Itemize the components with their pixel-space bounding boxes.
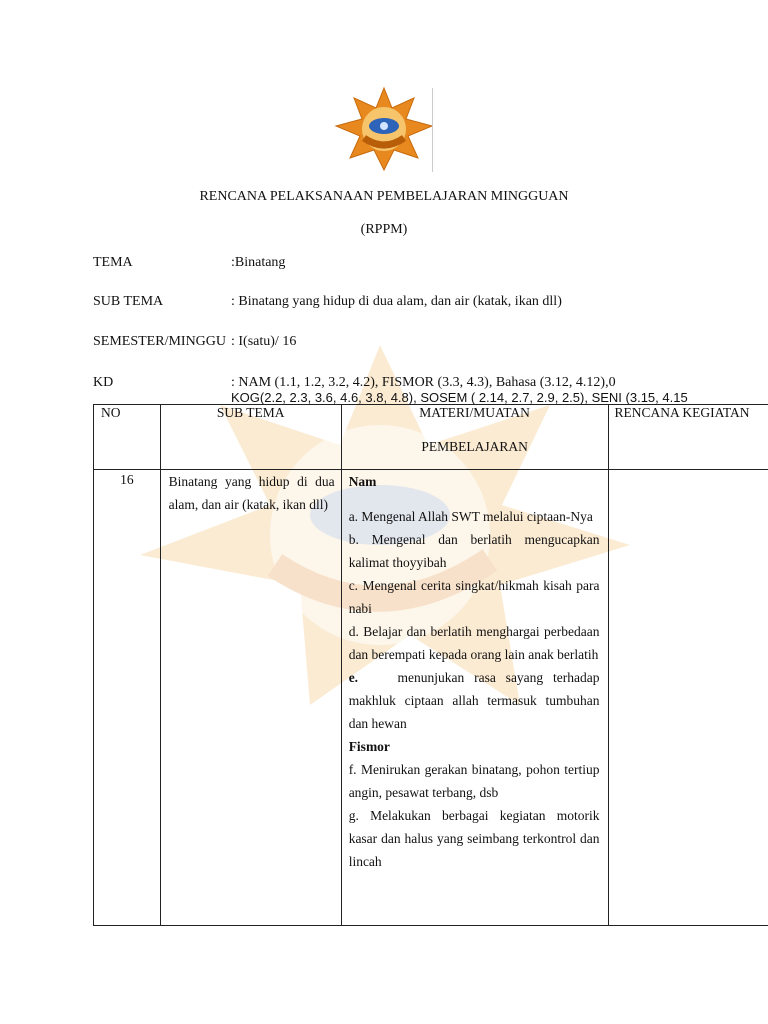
header-sub-tema xyxy=(160,405,341,470)
header-rencana xyxy=(608,405,768,470)
row-rencana xyxy=(608,470,768,926)
header-sub-tema-label: SUB TEMA xyxy=(216,405,285,420)
tema-value: :Binatang xyxy=(231,255,286,270)
materi-item-d: d. Belajar dan berlatih menghargai perbedaan dan berempati kepada orang lain anak berlatih xyxy=(348,624,600,662)
subtema-value: : Binatang yang hidup di dua alam, dan air (katak, ikan dll) xyxy=(231,294,562,309)
tema-label: TEMA xyxy=(93,255,133,270)
semester-value: : I(satu)/ 16 xyxy=(231,334,297,349)
kd-value-line-1: : NAM (1.1, 1.2, 3.2, 4.2), FISMOR (3.3, 4.3), Bahasa (3.12, 4.12),0 xyxy=(231,375,616,390)
materi-item-a: a. Mengenal Allah SWT melalui ciptaan-Nya xyxy=(348,509,593,524)
document-subtitle: (RPPM) xyxy=(360,222,408,237)
logo-divider xyxy=(432,88,433,172)
row-no-value: 16 xyxy=(120,472,134,487)
materi-item-b: b. Mengenal dan berlatih mengucapkan kalimat thoyyibah xyxy=(348,532,600,570)
materi-item-e-label: e. xyxy=(348,670,359,685)
subtema-label: SUB TEMA xyxy=(93,294,164,309)
materi-item-g: g. Melakukan berbagai kegiatan motorik kasar dan halus yang seimbang terkontrol dan lincah xyxy=(348,808,600,869)
row-sub-tema-value: Binatang yang hidup di dua alam, dan air (katak, ikan dll) xyxy=(168,474,335,512)
heading-nam: Nam xyxy=(348,474,377,489)
materi-item-f: f. Menirukan gerakan binatang, pohon tertiup angin, pesawat terbang, dsb xyxy=(348,762,600,800)
header-no-label: NO xyxy=(101,405,121,420)
document-title: RENCANA PELAKSANAAN PEMBELAJARAN MINGGUAN xyxy=(199,189,569,204)
table-row xyxy=(94,470,768,926)
header-no xyxy=(94,405,161,470)
header-materi-line-2: PEMBELAJARAN xyxy=(421,439,528,454)
row-no xyxy=(94,470,161,926)
materi-item-e: menunjukan rasa sayang terhadap makhluk ciptaan allah termasuk tumbuhan dan hewan xyxy=(348,670,600,731)
rppm-table xyxy=(93,404,768,926)
materi-item-c: c. Mengenal cerita singkat/hikmah kisah para nabi xyxy=(348,578,600,616)
heading-fismor: Fismor xyxy=(348,739,390,754)
header-rencana-label: RENCANA KEGIATAN xyxy=(614,405,750,420)
header-materi-line-1: MATERI/MUATAN xyxy=(419,405,530,420)
school-logo xyxy=(332,86,436,172)
row-sub-tema xyxy=(160,470,341,926)
kd-label: KD xyxy=(93,375,114,390)
table-header-row xyxy=(94,405,768,470)
row-materi xyxy=(341,470,608,926)
header-materi xyxy=(341,405,608,470)
semester-label: SEMESTER/MINGGU xyxy=(93,334,227,349)
kd-value-line-2: KOG(2.2, 2.3, 3.6, 4.6, 3.8, 4.8), SOSEM ( 2.14, 2.7, 2.9, 2.5), SENI (3.15, 4.15 xyxy=(231,390,688,405)
